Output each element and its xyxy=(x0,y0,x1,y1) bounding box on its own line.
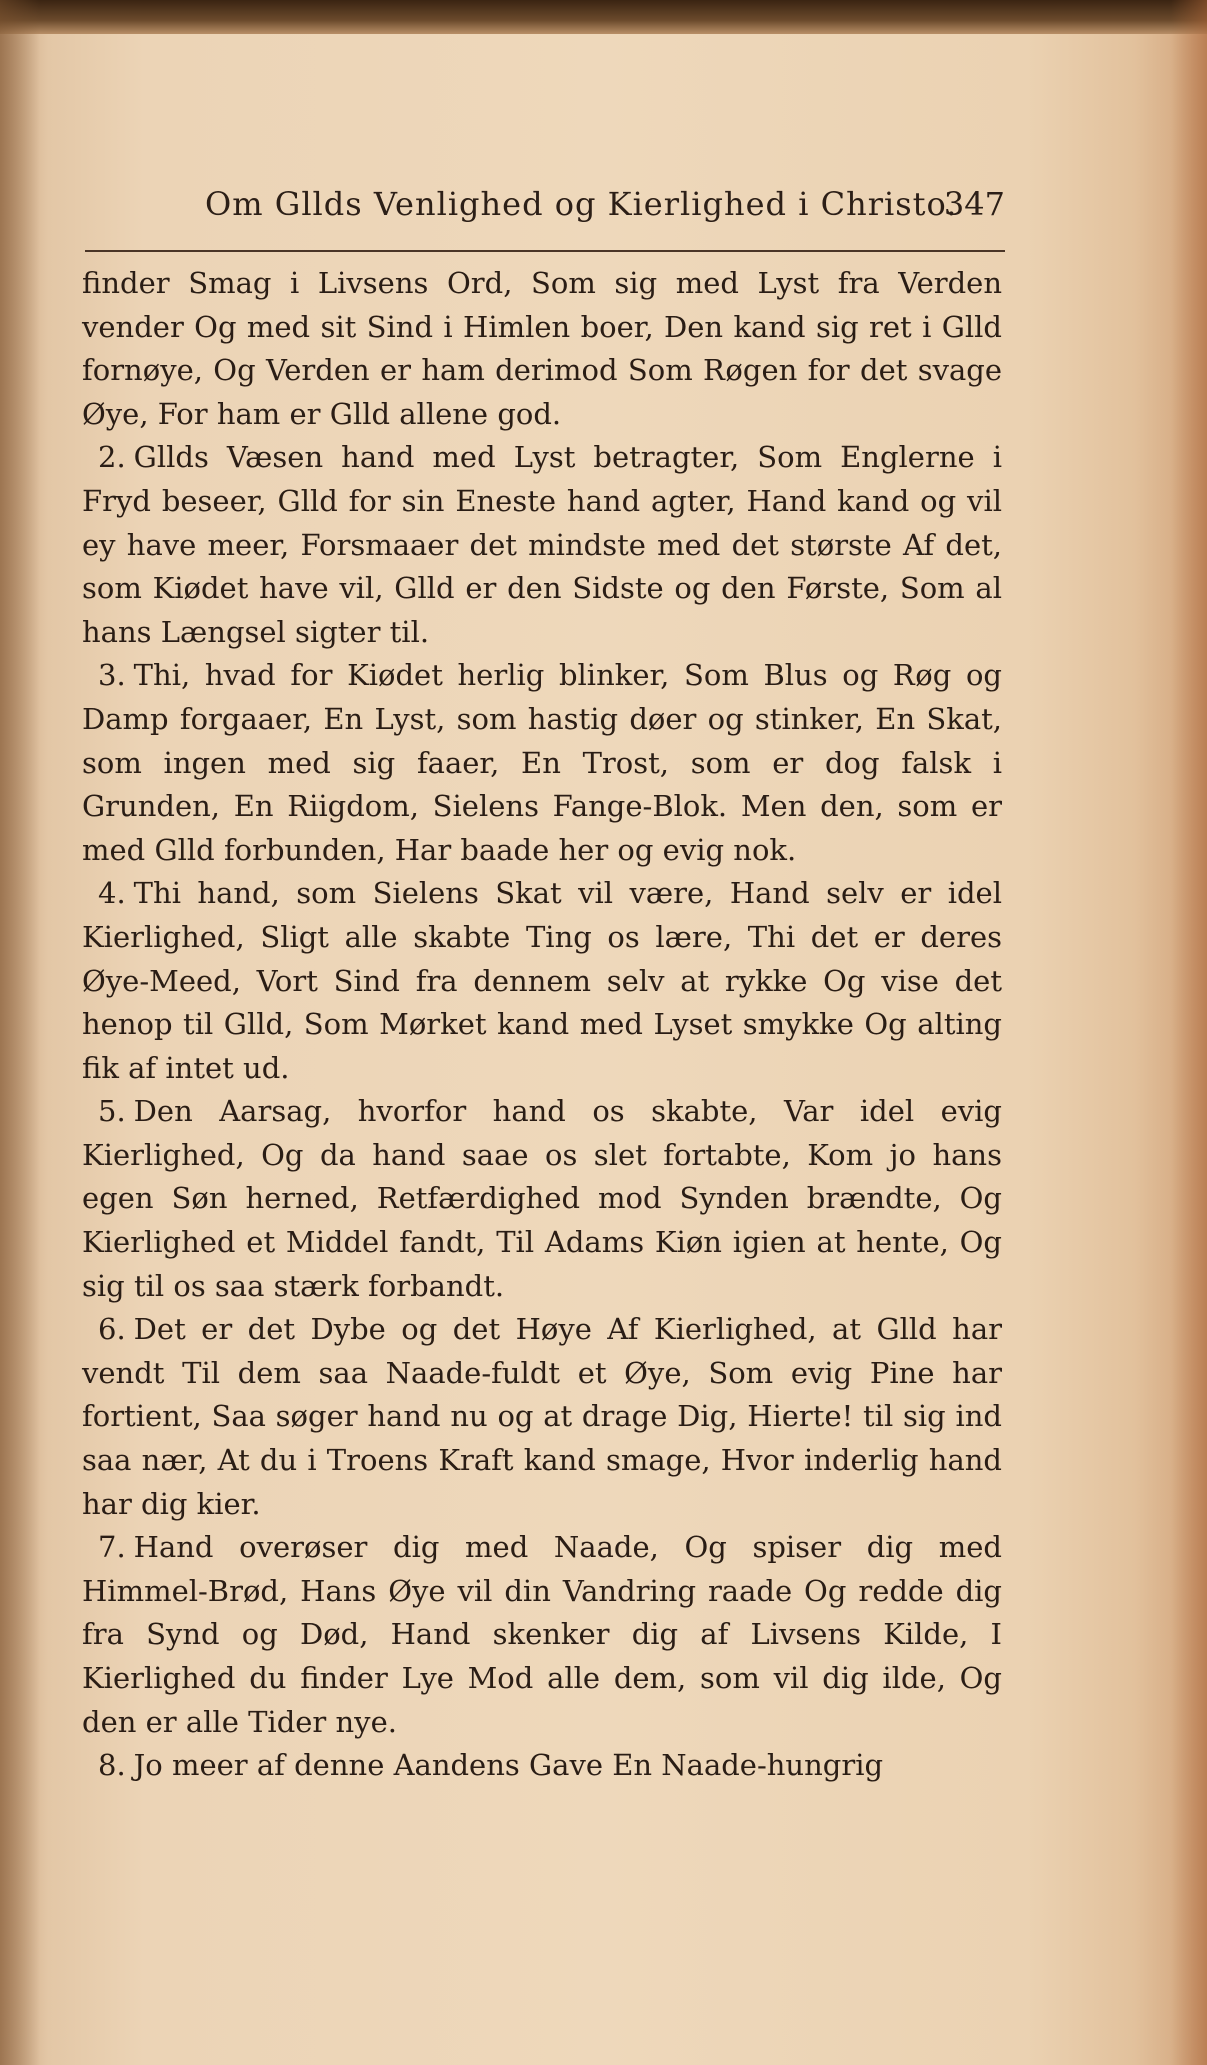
stanza-4 xyxy=(82,872,1002,1090)
stanza-number: 4. xyxy=(98,876,126,911)
page-number: 347 xyxy=(943,185,1005,223)
page-right-edge xyxy=(1171,0,1207,2065)
page-header xyxy=(205,185,1005,235)
stanza-text: finder Smag i Livsens Ord, Som sig med Lyst fra Verden vender Og med sit Sind i Himlen boer, Den kand sig ret i Glld fornøye, Og Verden er ham derimod Som Røgen for det svage Øye, For ham er Glld allene god. xyxy=(82,266,1002,431)
stanza-1-continued xyxy=(82,262,1002,436)
stanza-6 xyxy=(82,1308,1002,1526)
stanza-number: 6. xyxy=(98,1312,126,1347)
stanza-text: Hand overøser dig med Naade, Og spiser dig med Himmel-Brød, Hans Øye vil din Vandring raade Og redde dig fra Synd og Død, Hand skenker dig af Livsens Kilde, I Kierlighed du finder Lye Mod alle dem, som vil dig ilde, Og den er alle Tider nye. xyxy=(82,1530,1002,1739)
spine-shadow xyxy=(0,0,40,2065)
stanza-text: Thi hand, som Sielens Skat vil være, Hand selv er idel Kierlighed, Sligt alle skabte Ting os lære, Thi det er deres Øye-Meed, Vort Sind fra dennem selv at rykke Og vise det henop til Glld, Som Mørket kand med Lyset smykke Og alting fik af intet ud. xyxy=(82,876,1002,1085)
stanza-text: Gllds Væsen hand med Lyst betragter, Som Englerne i Fryd beseer, Glld for sin Eneste hand agter, Hand kand og vil ey have meer, Forsmaaer det mindste med det største Af det, som Kiødet have vil, Glld er den Sidste og den Første, Som al hans Længsel sigter til. xyxy=(82,440,1002,649)
stanza-3 xyxy=(82,654,1002,872)
stanza-text: Thi, hvad for Kiødet herlig blinker, Som Blus og Røg og Damp forgaaer, En Lyst, som hastig døer og stinker, En Skat, som ingen med sig faaer, En Trost, som er dog falsk i Grunden, En Riigdom, Sielens Fange-Blok. Men den, som er med Glld forbunden, Har baade her og evig nok. xyxy=(82,658,1002,867)
stanza-number: 7. xyxy=(98,1530,126,1565)
stanza-2 xyxy=(82,436,1002,654)
stanza-number: 8. xyxy=(98,1748,126,1783)
stanza-number: 5. xyxy=(98,1094,126,1129)
stanza-number: 2. xyxy=(98,440,126,475)
running-head: Om Gllds Venlighed og Kierlighed i Christo. xyxy=(205,185,958,223)
hymn-text xyxy=(82,262,1002,1788)
stanza-text: Det er det Dybe og det Høye Af Kierlighed, at Glld har vendt Til dem saa Naade-fuldt et Øye, Som evig Pine har fortient, Saa søger hand nu og at drage Dig, Hierte! til sig ind saa nær, At du i Troens Kraft kand smage, Hvor inderlig hand har dig kier. xyxy=(82,1312,1002,1521)
stanza-text: Jo meer af denne Aandens Gave En Naade-hungrig xyxy=(133,1748,884,1783)
stanza-number: 3. xyxy=(98,658,126,693)
stanza-5 xyxy=(82,1090,1002,1308)
stanza-7 xyxy=(82,1526,1002,1744)
stanza-text: Den Aarsag, hvorfor hand os skabte, Var idel evig Kierlighed, Og da hand saae os slet fortabte, Kom jo hans egen Søn herned, Retfærdighed mod Synden brændte, Og Kierlighed et Middel fandt, Til Adams Kiøn igien at hente, Og sig til os saa stærk forbandt. xyxy=(82,1094,1002,1303)
stanza-8 xyxy=(82,1744,1002,1788)
header-rule xyxy=(85,250,1005,252)
page-top-edge xyxy=(0,0,1207,34)
